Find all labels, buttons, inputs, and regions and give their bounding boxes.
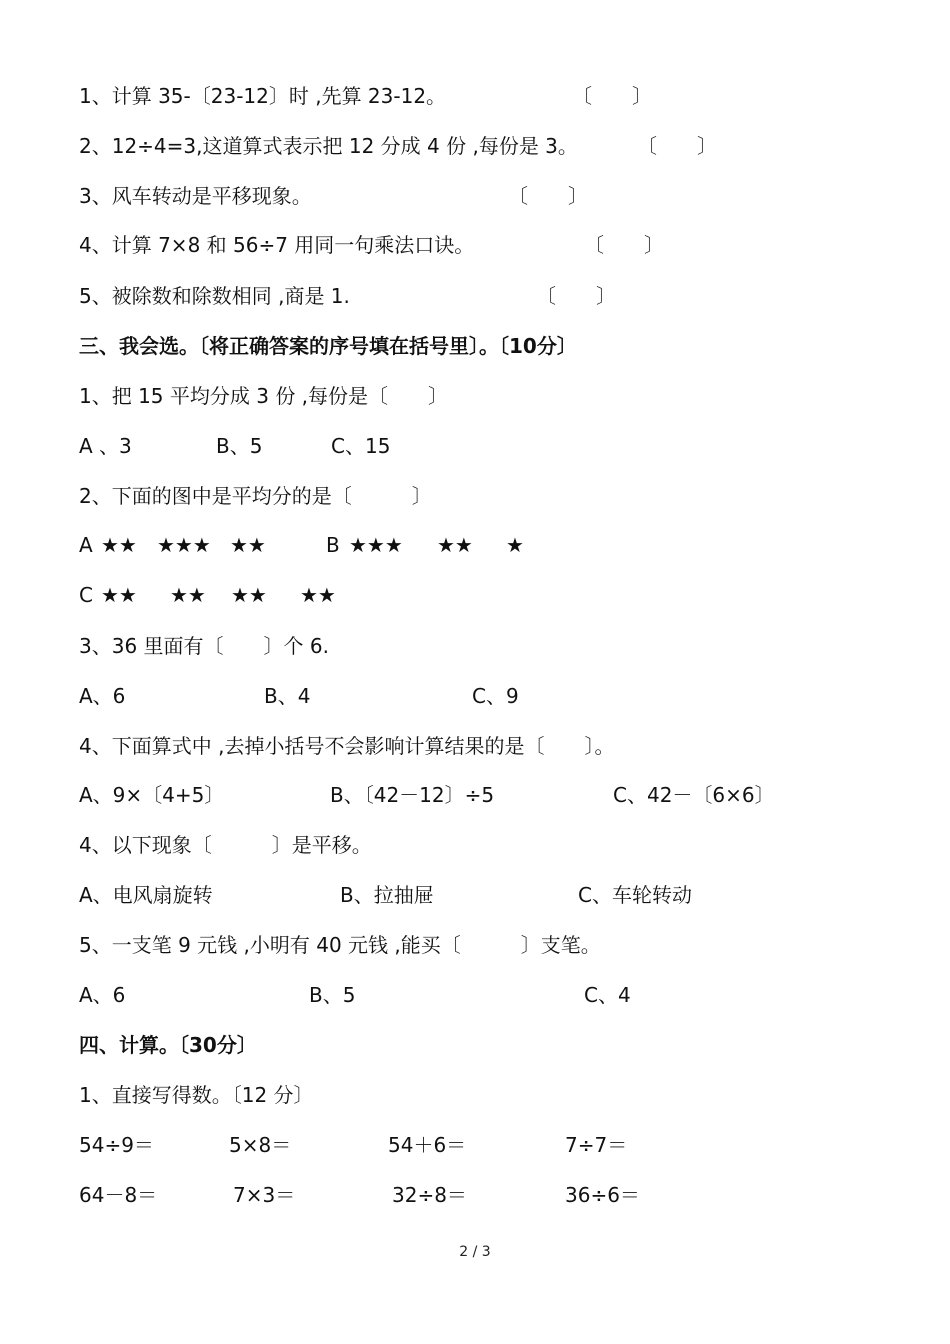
choice-q5-option-c: C、4 — [584, 983, 631, 1007]
section-3-heading — [79, 326, 577, 366]
choice-q3-text: 3、36 里面有〔 〕个 6. — [79, 634, 329, 658]
judge-item-2-text: 2、12÷4=3,这道算式表示把 12 分成 4 份 ,每份是 3。 — [79, 134, 578, 158]
judge-item-3-text: 3、风车转动是平移现象。 — [79, 184, 312, 208]
choice-q1-option-b: B、5 — [216, 434, 263, 458]
choice-q4b-option-a: A、电风扇旋转 — [79, 883, 213, 907]
calc-item: 32÷8＝ — [392, 1183, 467, 1207]
section-3-heading-tail: 分〕 — [536, 334, 577, 358]
judge-item-1-text: 1、计算 35-〔23-12〕时 ,先算 23-12。 — [79, 84, 447, 108]
calc-item: 5×8＝ — [229, 1133, 292, 1157]
judge-item-5-bracket: 〔 〕 — [536, 284, 616, 308]
star-group-icon: ★★ — [231, 583, 267, 607]
choice-q1-option-c: C、15 — [331, 434, 391, 458]
choice-q4-option-c: C、42－〔6×6〕 — [613, 783, 775, 807]
choice-q4-option-b: B、〔42－12〕÷5 — [330, 783, 495, 807]
choice-q2-option-c-label: C — [79, 583, 93, 607]
choice-q3-option-a: A、6 — [79, 684, 126, 708]
choice-q5-option-b: B、5 — [309, 983, 356, 1007]
judge-item-4-bracket: 〔 〕 — [584, 233, 664, 257]
section-3-score: 10 — [509, 334, 537, 358]
choice-q2-text: 2、下面的图中是平均分的是〔 〕 — [79, 484, 432, 508]
judge-item-1-bracket: 〔 〕 — [572, 84, 652, 108]
choice-q4b-option-b: B、拉抽屉 — [340, 883, 434, 907]
choice-q4-text: 4、下面算式中 ,去掉小括号不会影响计算结果的是〔 〕。 — [79, 734, 615, 758]
star-group-icon: ★★ — [170, 583, 206, 607]
judge-item-5-text: 5、被除数和除数相同 ,商是 1. — [79, 284, 350, 308]
choice-q2-option-b-label: B — [326, 533, 340, 557]
section-4-score: 30 — [189, 1033, 217, 1057]
section-3-heading-text: 三、我会选。〔将正确答案的序号填在括号里〕。〔 — [79, 334, 509, 358]
judge-item-2-bracket: 〔 〕 — [637, 134, 717, 158]
choice-q5-option-a: A、6 — [79, 983, 126, 1007]
star-group-icon: ★★ — [437, 533, 473, 557]
choice-q1-option-a: A 、3 — [79, 434, 132, 458]
calc-item: 7÷7＝ — [565, 1133, 628, 1157]
star-group-icon: ★★ — [300, 583, 336, 607]
calc-item: 36÷6＝ — [565, 1183, 640, 1207]
section-4-heading-tail: 分〕 — [216, 1033, 257, 1057]
choice-q4b-option-c: C、车轮转动 — [578, 883, 692, 907]
star-group-icon: ★★ — [230, 533, 266, 557]
choice-q4b-text: 4、以下现象〔 〕是平移。 — [79, 833, 372, 857]
star-group-icon: ★★★ — [157, 533, 211, 557]
choice-q3-option-b: B、4 — [264, 684, 311, 708]
calc-item: 54÷9＝ — [79, 1133, 154, 1157]
star-group-icon: ★★★ — [349, 533, 403, 557]
choice-q5-text: 5、一支笔 9 元钱 ,小明有 40 元钱 ,能买〔 〕支笔。 — [79, 933, 601, 957]
choice-q2-option-a-label: A — [79, 533, 93, 557]
judge-item-4-text: 4、计算 7×8 和 56÷7 用同一句乘法口诀。 — [79, 233, 475, 257]
judge-item-3-bracket: 〔 〕 — [508, 184, 588, 208]
calc-item: 54＋6＝ — [388, 1133, 467, 1157]
star-group-icon: ★★ — [101, 583, 137, 607]
calc-item: 7×3＝ — [233, 1183, 296, 1207]
choice-q4-option-a: A、9×〔4+5〕 — [79, 783, 225, 807]
star-icon: ★ — [506, 533, 524, 557]
choice-q1-text: 1、把 15 平均分成 3 份 ,每份是〔 〕 — [79, 384, 449, 408]
calc-item: 64－8＝ — [79, 1183, 158, 1207]
star-group-icon: ★★ — [101, 533, 137, 557]
choice-q3-option-c: C、9 — [472, 684, 519, 708]
page-number: 2 / 3 — [459, 1244, 491, 1260]
section-4-sub1-text: 1、直接写得数。〔12 分〕 — [79, 1083, 314, 1107]
section-4-heading — [79, 1025, 257, 1065]
section-4-heading-text: 四、计算。〔 — [79, 1033, 189, 1057]
